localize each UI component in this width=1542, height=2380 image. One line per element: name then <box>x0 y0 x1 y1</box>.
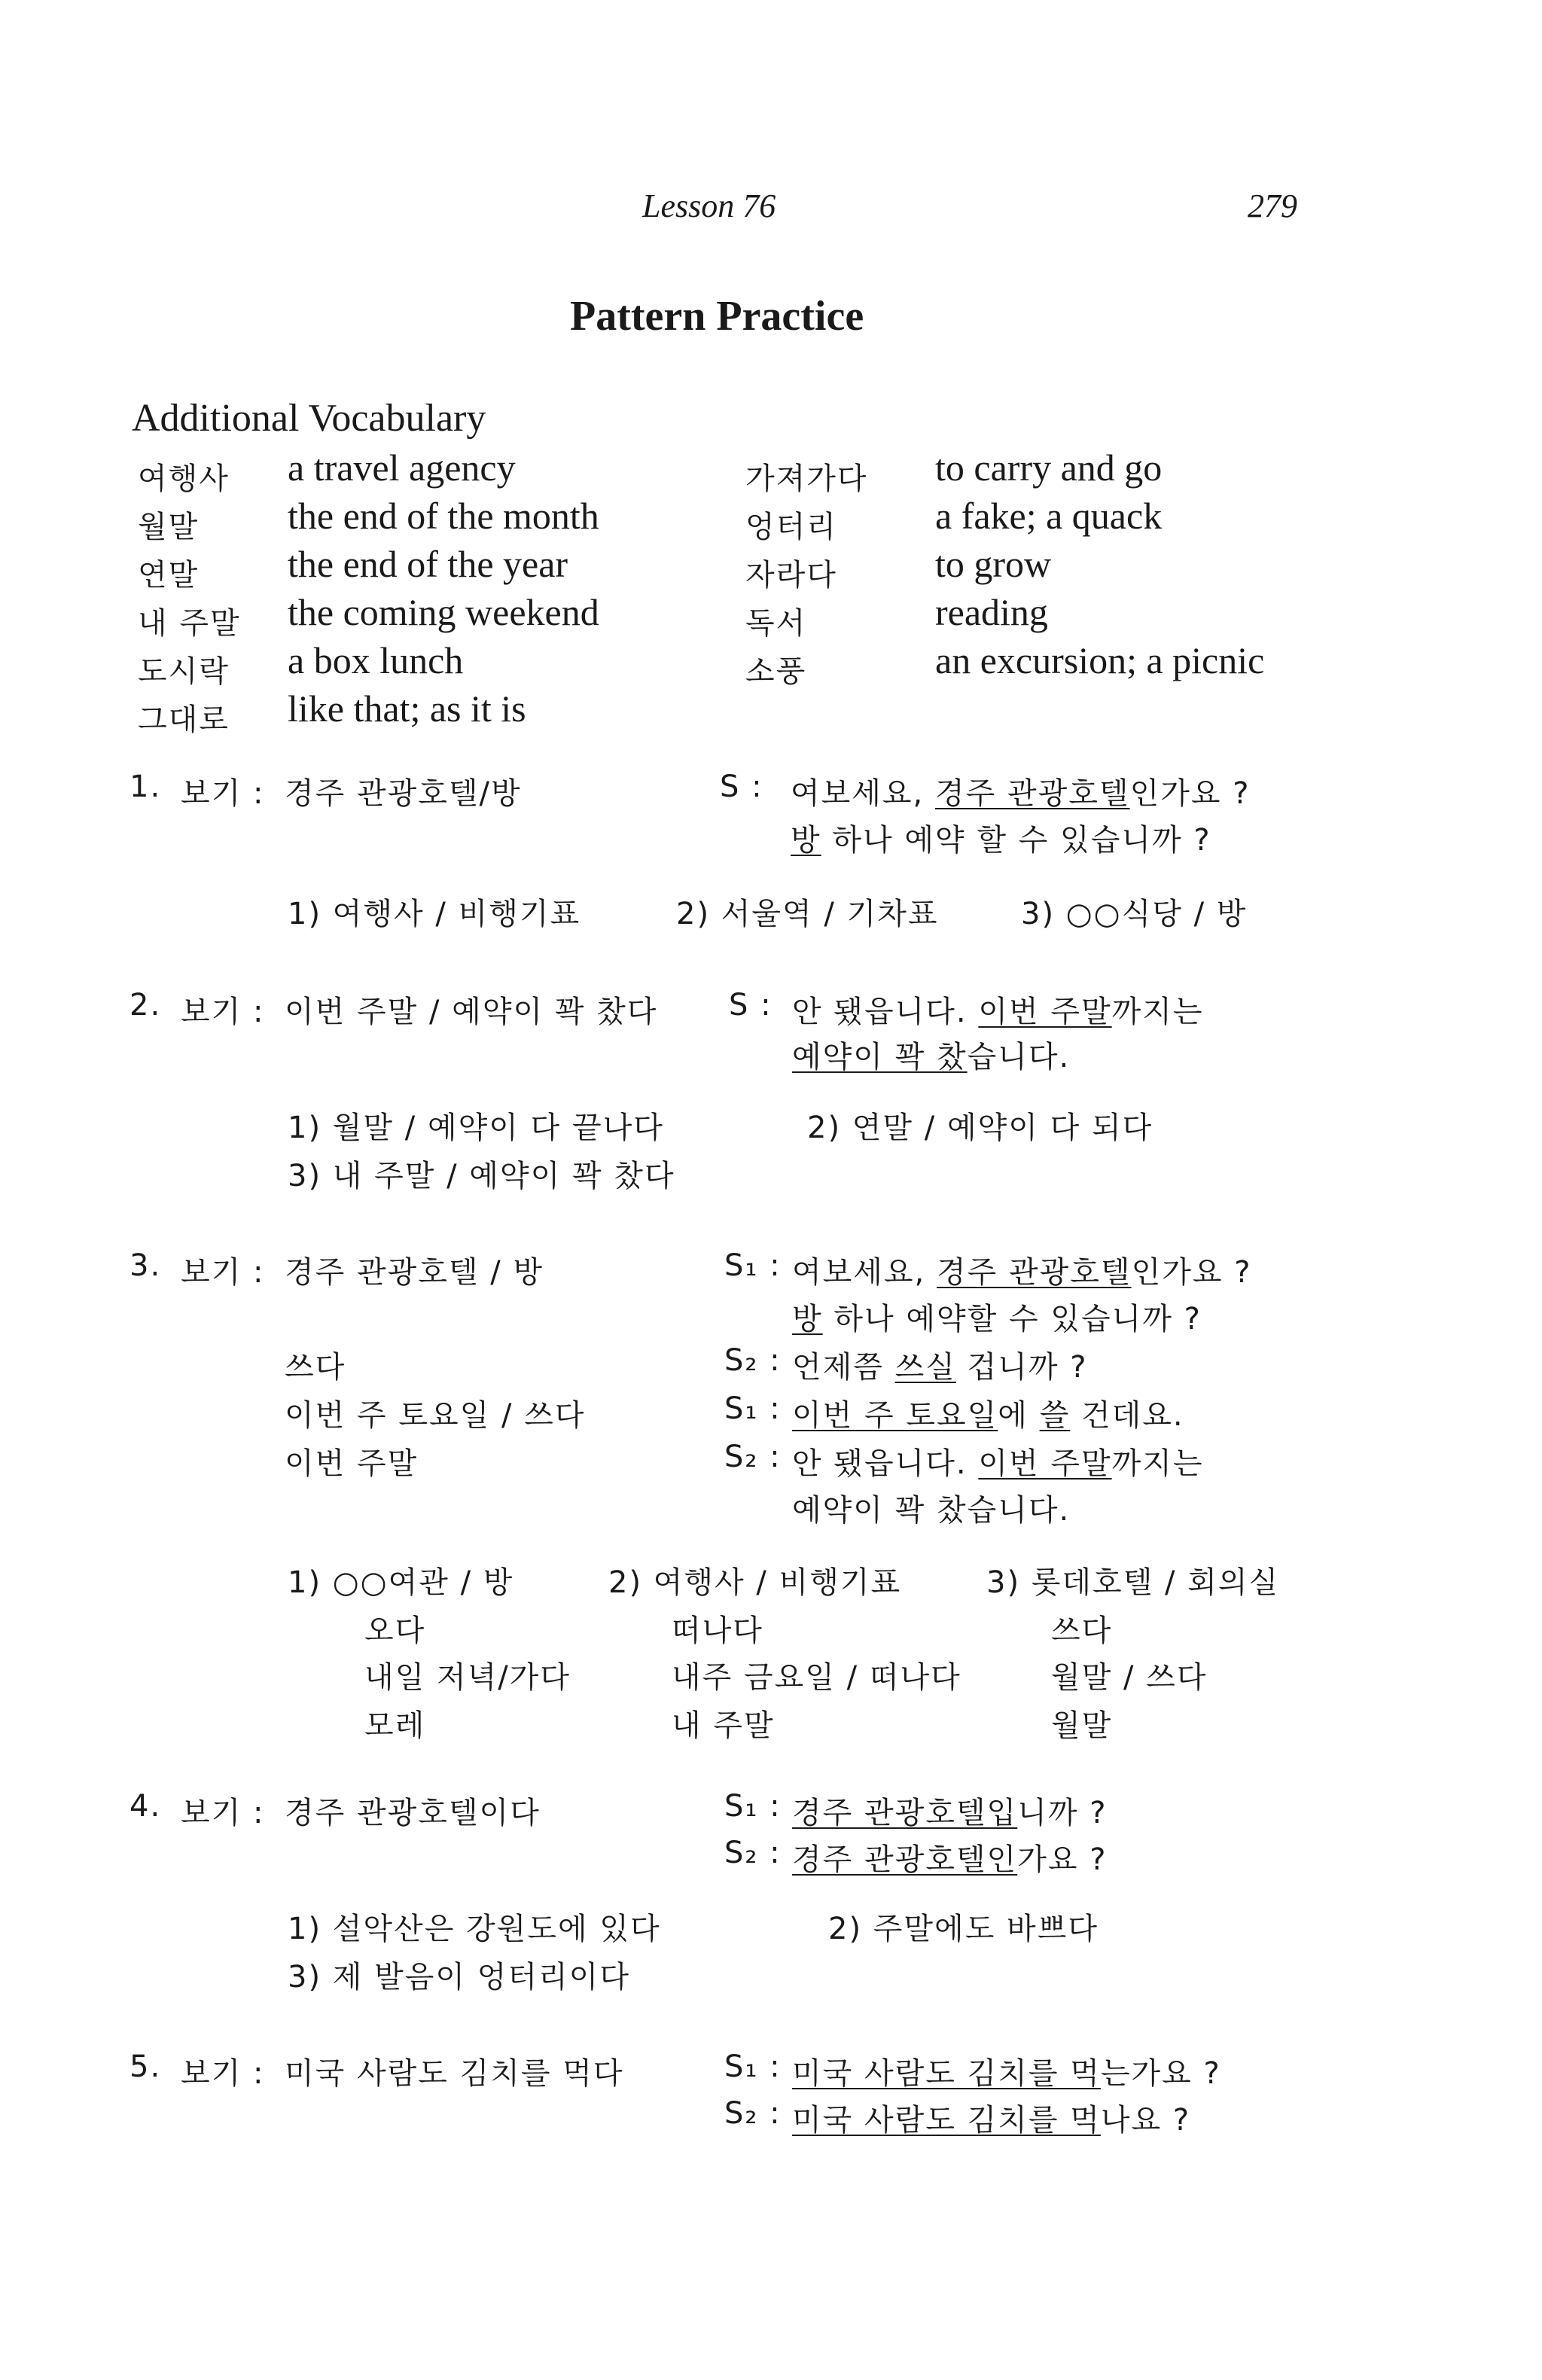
vocab-korean: 독서 <box>745 606 807 641</box>
exercise-item: 월말 <box>1051 1708 1113 1743</box>
example-response: 안 됐읍니다. 이번 주말까지는 <box>792 995 1204 1029</box>
exercise-item: 3) 제 발음이 엉터리이다 <box>288 1960 630 1995</box>
example-label: 보기 : <box>181 776 265 811</box>
vocab-korean: 내 주말 <box>138 606 241 641</box>
exercise-item: 모레 <box>364 1708 426 1743</box>
vocab-korean: 그대로 <box>138 702 230 737</box>
exercise-number: 4. <box>130 1789 162 1824</box>
speaker-label: S₁ : <box>724 1789 782 1824</box>
speaker-label: S₂ : <box>724 1440 782 1474</box>
vocab-english: to grow <box>935 543 1052 585</box>
exercise-item: 2) 서울역 / 기차표 <box>676 897 939 931</box>
example-response: 예약이 꽉 찼습니다. <box>792 1040 1071 1074</box>
vocab-english: to carry and go <box>935 446 1163 489</box>
speaker-label: S₂ : <box>724 2096 782 2131</box>
example-response: 경주 관광호텔인가요 ? <box>792 1842 1108 1877</box>
vocab-english: like that; as it is <box>288 687 526 730</box>
example-response: 방 하나 예약할 수 있습니까 ? <box>792 1302 1202 1336</box>
example-prompt: 쓰다 <box>285 1350 346 1385</box>
page-number: 279 <box>1248 187 1297 224</box>
vocab-korean: 자라다 <box>745 558 837 593</box>
example-response: 방 하나 예약 할 수 있습니까 ? <box>791 823 1211 858</box>
example-prompt: 이번 주말 <box>285 1446 419 1481</box>
exercise-item: 2) 여행사 / 비행기표 <box>608 1565 902 1600</box>
example-response: 안 됐읍니다. 이번 주말까지는 <box>792 1446 1204 1481</box>
exercise-item: 3) 롯데호텔 / 회의실 <box>986 1565 1280 1600</box>
example-label: 보기 : <box>181 1255 265 1290</box>
vocab-english: the end of the month <box>288 495 599 537</box>
example-prompt: 경주 관광호텔이다 <box>285 1796 541 1830</box>
exercise-item: 쓰다 <box>1051 1614 1113 1648</box>
exercise-item: 내주 금요일 / 떠나다 <box>672 1660 961 1695</box>
vocab-korean: 소풍 <box>745 654 807 689</box>
page-title: Pattern Practice <box>570 293 864 340</box>
exercise-item: 1) 월말 / 예약이 다 끝나다 <box>288 1111 664 1145</box>
speaker-label: S : <box>720 769 763 804</box>
exercise-item: 1) 설악산은 강원도에 있다 <box>288 1912 661 1946</box>
vocab-english: an excursion; a picnic <box>935 639 1265 681</box>
vocab-english: a travel agency <box>288 446 516 489</box>
exercise-number: 1. <box>130 769 162 804</box>
example-prompt: 경주 관광호텔 / 방 <box>285 1255 544 1290</box>
exercise-number: 5. <box>130 2049 162 2084</box>
exercise-item: 오다 <box>364 1614 426 1648</box>
example-response: 예약이 꽉 찼습니다. <box>792 1493 1071 1528</box>
example-label: 보기 : <box>181 1796 265 1830</box>
example-label: 보기 : <box>181 2056 265 2091</box>
exercise-item: 1) 여행사 / 비행기표 <box>288 897 581 931</box>
example-response: 언제쯤 쓰실 겁니까 ? <box>792 1350 1088 1385</box>
vocab-english: a box lunch <box>288 639 464 681</box>
exercise-item: 떠나다 <box>672 1614 763 1648</box>
example-prompt: 미국 사람도 김치를 먹다 <box>285 2056 624 2091</box>
exercise-item: 1) ○○여관 / 방 <box>288 1565 514 1600</box>
speaker-label: S₂ : <box>724 1836 782 1870</box>
exercise-item: 3) ○○식당 / 방 <box>1021 897 1248 931</box>
exercise-item: 내일 저녁/가다 <box>364 1660 571 1695</box>
example-response: 미국 사람도 김치를 먹는가요 ? <box>792 2056 1221 2091</box>
example-response: 경주 관광호텔입니까 ? <box>792 1796 1108 1830</box>
vocab-korean: 월말 <box>138 510 200 544</box>
exercise-item: 월말 / 쓰다 <box>1051 1660 1208 1695</box>
vocab-heading: Additional Vocabulary <box>132 397 486 440</box>
speaker-label: S : <box>729 988 773 1022</box>
example-response: 여보세요, 경주 관광호텔인가요 ? <box>791 776 1251 811</box>
vocab-english: the coming weekend <box>288 591 599 633</box>
speaker-label: S₁ : <box>724 1248 782 1283</box>
speaker-label: S₁ : <box>724 2049 782 2084</box>
vocab-korean: 연말 <box>138 558 200 593</box>
vocab-korean: 엉터리 <box>745 510 837 544</box>
exercise-item: 2) 연말 / 예약이 다 되다 <box>807 1111 1153 1145</box>
vocab-korean: 도시락 <box>138 654 230 689</box>
vocab-korean: 가져가다 <box>745 462 868 496</box>
example-prompt: 이번 주말 / 예약이 꽉 찼다 <box>285 995 658 1029</box>
exercise-number: 3. <box>130 1248 162 1283</box>
example-label: 보기 : <box>181 995 265 1029</box>
vocab-english: reading <box>935 591 1048 633</box>
exercise-item: 3) 내 주말 / 예약이 꽉 찼다 <box>288 1159 675 1193</box>
example-response: 이번 주 토요일에 쓸 건데요. <box>792 1398 1184 1433</box>
vocab-english: the end of the year <box>288 543 568 585</box>
exercise-number: 2. <box>130 988 162 1022</box>
example-response: 여보세요, 경주 관광호텔인가요 ? <box>792 1255 1252 1290</box>
lesson-header: Lesson 76 <box>642 187 776 224</box>
exercise-item: 내 주말 <box>672 1708 775 1743</box>
example-prompt: 경주 관광호텔/방 <box>285 776 522 811</box>
speaker-label: S₁ : <box>724 1391 782 1426</box>
exercise-item: 2) 주말에도 바쁘다 <box>828 1912 1099 1946</box>
vocab-english: a fake; a quack <box>935 495 1163 537</box>
vocab-korean: 여행사 <box>138 462 230 496</box>
example-prompt: 이번 주 토요일 / 쓰다 <box>285 1398 586 1433</box>
speaker-label: S₂ : <box>724 1343 782 1378</box>
example-response: 미국 사람도 김치를 먹나요 ? <box>792 2103 1191 2138</box>
